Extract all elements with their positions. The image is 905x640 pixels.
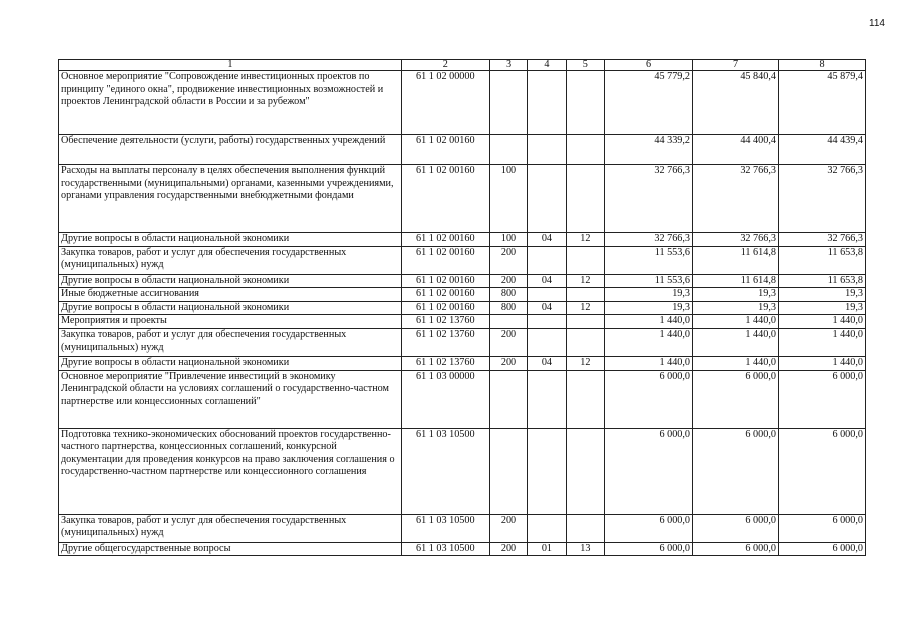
row-value-6: 45 779,2 xyxy=(605,71,693,135)
row-value-6: 11 553,6 xyxy=(605,246,693,274)
row-rz xyxy=(528,328,566,356)
table-row xyxy=(59,301,866,315)
row-code: 61 1 02 00000 xyxy=(401,71,489,135)
row-value-7: 44 400,4 xyxy=(693,135,779,165)
row-value-8: 6 000,0 xyxy=(778,542,865,556)
row-code: 61 1 02 13760 xyxy=(401,315,489,329)
row-pr: 12 xyxy=(566,274,604,288)
row-rz xyxy=(528,165,566,233)
row-value-8: 1 440,0 xyxy=(778,328,865,356)
row-rz: 04 xyxy=(528,301,566,315)
row-name: Другие вопросы в области национальной экономики xyxy=(59,301,402,315)
row-value-8: 19,3 xyxy=(778,301,865,315)
row-pr xyxy=(566,328,604,356)
row-value-6: 32 766,3 xyxy=(605,233,693,247)
row-pr xyxy=(566,315,604,329)
row-pr xyxy=(566,246,604,274)
row-pr: 12 xyxy=(566,233,604,247)
row-vr: 200 xyxy=(489,328,527,356)
row-value-7: 19,3 xyxy=(693,288,779,302)
row-pr: 13 xyxy=(566,542,604,556)
row-vr: 200 xyxy=(489,514,527,542)
header-row xyxy=(59,60,866,71)
row-name: Закупка товаров, работ и услуг для обеспечения государственных (муниципальных) нужд xyxy=(59,246,402,274)
row-rz: 04 xyxy=(528,274,566,288)
row-name: Основное мероприятие "Сопровождение инвестиционных проектов по принципу "единого окна", продвижение инвестиционных возможностей и проектов Ленинградской области в России и за рубежом" xyxy=(59,71,402,135)
row-pr xyxy=(566,428,604,514)
row-value-8: 6 000,0 xyxy=(778,428,865,514)
row-pr xyxy=(566,514,604,542)
row-value-6: 11 553,6 xyxy=(605,274,693,288)
table-row xyxy=(59,288,866,302)
row-value-7: 32 766,3 xyxy=(693,165,779,233)
table-row xyxy=(59,514,866,542)
row-code: 61 1 02 00160 xyxy=(401,301,489,315)
row-name: Иные бюджетные ассигнования xyxy=(59,288,402,302)
row-value-7: 11 614,8 xyxy=(693,246,779,274)
row-vr: 800 xyxy=(489,288,527,302)
table-row xyxy=(59,542,866,556)
budget-table xyxy=(58,59,866,556)
row-pr xyxy=(566,288,604,302)
row-value-7: 1 440,0 xyxy=(693,356,779,370)
row-rz xyxy=(528,71,566,135)
row-name: Другие вопросы в области национальной экономики xyxy=(59,356,402,370)
row-code: 61 1 03 00000 xyxy=(401,370,489,428)
row-pr: 12 xyxy=(566,301,604,315)
row-code: 61 1 02 00160 xyxy=(401,233,489,247)
table-row xyxy=(59,315,866,329)
row-value-6: 6 000,0 xyxy=(605,428,693,514)
row-code: 61 1 02 00160 xyxy=(401,288,489,302)
table-row xyxy=(59,135,866,165)
row-value-6: 6 000,0 xyxy=(605,370,693,428)
row-vr: 200 xyxy=(489,542,527,556)
table-row xyxy=(59,328,866,356)
row-vr: 100 xyxy=(489,165,527,233)
row-rz xyxy=(528,315,566,329)
row-value-7: 45 840,4 xyxy=(693,71,779,135)
row-value-8: 32 766,3 xyxy=(778,165,865,233)
row-name: Другие вопросы в области национальной экономики xyxy=(59,233,402,247)
table-row xyxy=(59,356,866,370)
row-value-6: 1 440,0 xyxy=(605,315,693,329)
row-code: 61 1 03 10500 xyxy=(401,542,489,556)
row-rz: 04 xyxy=(528,356,566,370)
row-value-7: 6 000,0 xyxy=(693,428,779,514)
row-name: Закупка товаров, работ и услуг для обеспечения государственных (муниципальных) нужд xyxy=(59,514,402,542)
row-vr: 100 xyxy=(489,233,527,247)
row-value-6: 6 000,0 xyxy=(605,542,693,556)
row-value-7: 6 000,0 xyxy=(693,514,779,542)
row-code: 61 1 02 13760 xyxy=(401,356,489,370)
row-code: 61 1 03 10500 xyxy=(401,514,489,542)
row-value-7: 6 000,0 xyxy=(693,542,779,556)
row-name: Другие общегосударственные вопросы xyxy=(59,542,402,556)
row-rz: 01 xyxy=(528,542,566,556)
row-vr: 200 xyxy=(489,274,527,288)
row-value-7: 11 614,8 xyxy=(693,274,779,288)
row-name: Подготовка технико-экономических обоснований проектов государственно-частного партнерства, концессионных соглашений, конкурсной документации для проведения конкурсов на право заключения соглашения о государственно-частном партнерстве или концессионного соглашения xyxy=(59,428,402,514)
row-value-8: 44 439,4 xyxy=(778,135,865,165)
row-name: Мероприятия и проекты xyxy=(59,315,402,329)
row-value-6: 19,3 xyxy=(605,288,693,302)
row-value-8: 11 653,8 xyxy=(778,274,865,288)
table-row xyxy=(59,165,866,233)
row-code: 61 1 02 00160 xyxy=(401,246,489,274)
row-value-8: 1 440,0 xyxy=(778,356,865,370)
row-rz xyxy=(528,514,566,542)
table-row xyxy=(59,71,866,135)
row-rz xyxy=(528,370,566,428)
row-value-7: 32 766,3 xyxy=(693,233,779,247)
row-pr xyxy=(566,370,604,428)
row-name: Основное мероприятие "Привлечение инвестиций в экономику Ленинградской области на условиях соглашений о государственно-частном партнерстве или концессионных соглашений" xyxy=(59,370,402,428)
header-col-1: 1 xyxy=(59,60,402,71)
row-vr: 200 xyxy=(489,246,527,274)
row-value-8: 6 000,0 xyxy=(778,370,865,428)
row-rz: 04 xyxy=(528,233,566,247)
row-value-7: 1 440,0 xyxy=(693,315,779,329)
header-col-7: 7 xyxy=(693,60,779,71)
row-code: 61 1 02 00160 xyxy=(401,274,489,288)
page-number: 114 xyxy=(869,18,885,29)
table-row xyxy=(59,274,866,288)
row-code: 61 1 03 10500 xyxy=(401,428,489,514)
row-value-6: 6 000,0 xyxy=(605,514,693,542)
row-rz xyxy=(528,135,566,165)
row-value-8: 19,3 xyxy=(778,288,865,302)
row-name: Другие вопросы в области национальной экономики xyxy=(59,274,402,288)
row-value-8: 45 879,4 xyxy=(778,71,865,135)
table-row xyxy=(59,370,866,428)
row-value-7: 19,3 xyxy=(693,301,779,315)
row-value-6: 19,3 xyxy=(605,301,693,315)
row-value-6: 1 440,0 xyxy=(605,356,693,370)
row-value-8: 6 000,0 xyxy=(778,514,865,542)
row-value-8: 1 440,0 xyxy=(778,315,865,329)
header-col-5: 5 xyxy=(566,60,604,71)
row-pr xyxy=(566,135,604,165)
row-vr xyxy=(489,428,527,514)
row-pr xyxy=(566,71,604,135)
row-vr: 200 xyxy=(489,356,527,370)
row-code: 61 1 02 00160 xyxy=(401,135,489,165)
row-code: 61 1 02 00160 xyxy=(401,165,489,233)
row-pr: 12 xyxy=(566,356,604,370)
table-row xyxy=(59,428,866,514)
row-value-6: 44 339,2 xyxy=(605,135,693,165)
row-code: 61 1 02 13760 xyxy=(401,328,489,356)
header-col-3: 3 xyxy=(489,60,527,71)
row-vr xyxy=(489,71,527,135)
row-value-6: 32 766,3 xyxy=(605,165,693,233)
table-row xyxy=(59,233,866,247)
row-value-6: 1 440,0 xyxy=(605,328,693,356)
row-rz xyxy=(528,246,566,274)
row-pr xyxy=(566,165,604,233)
row-vr xyxy=(489,370,527,428)
row-value-7: 6 000,0 xyxy=(693,370,779,428)
row-vr xyxy=(489,315,527,329)
table-row xyxy=(59,246,866,274)
row-value-7: 1 440,0 xyxy=(693,328,779,356)
row-value-8: 32 766,3 xyxy=(778,233,865,247)
row-name: Закупка товаров, работ и услуг для обеспечения государственных (муниципальных) нужд xyxy=(59,328,402,356)
header-col-6: 6 xyxy=(605,60,693,71)
row-vr: 800 xyxy=(489,301,527,315)
header-col-8: 8 xyxy=(778,60,865,71)
row-rz xyxy=(528,428,566,514)
row-vr xyxy=(489,135,527,165)
row-value-8: 11 653,8 xyxy=(778,246,865,274)
header-col-2: 2 xyxy=(401,60,489,71)
header-col-4: 4 xyxy=(528,60,566,71)
row-name: Обеспечение деятельности (услуги, работы) государственных учреждений xyxy=(59,135,402,165)
row-rz xyxy=(528,288,566,302)
row-name: Расходы на выплаты персоналу в целях обеспечения выполнения функций государственными (муниципальными) органами, казенными учреждениями, органами управления государственными внебюджетными фондами xyxy=(59,165,402,233)
